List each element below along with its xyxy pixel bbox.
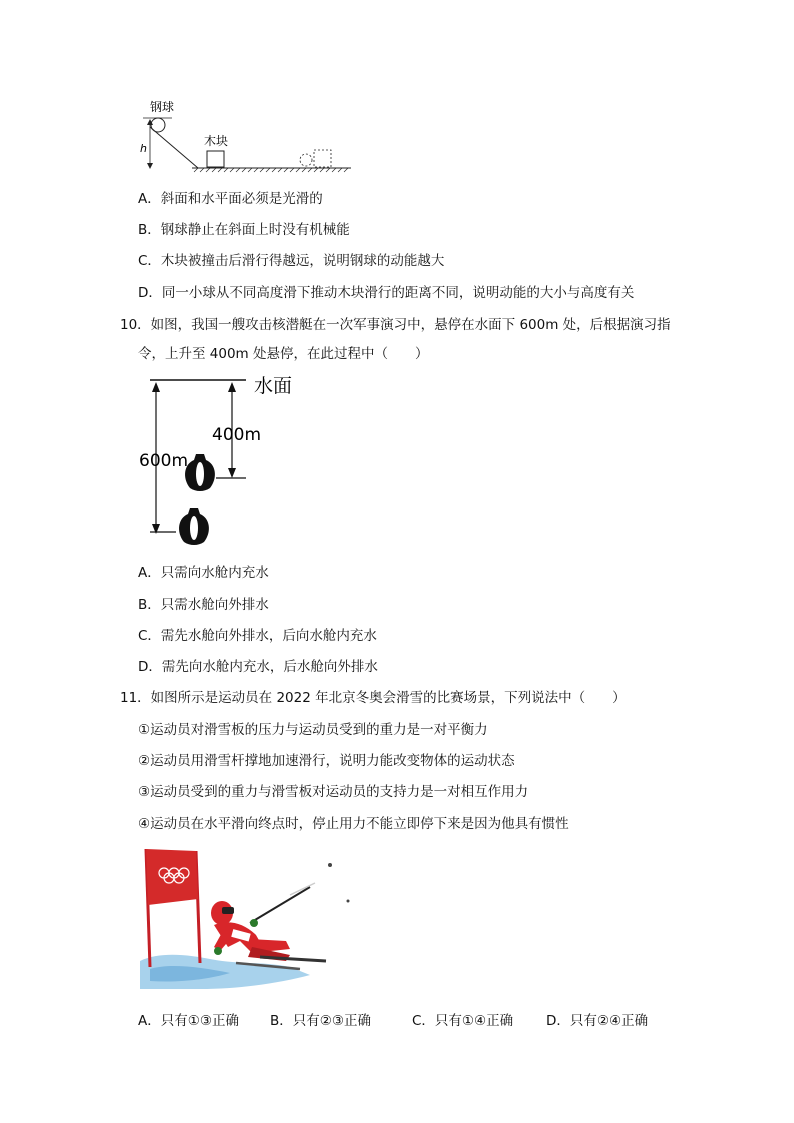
q10-option-a: A．只需向水舱内充水 (138, 565, 269, 581)
q9-option-c: C．木块被撞击后滑行得越远，说明钢球的动能越大 (138, 253, 445, 269)
q11-statement-2: ②运动员用滑雪杆撑地加速滑行，说明力能改变物体的运动状态 (138, 753, 515, 769)
q10-option-b: B．只需水舱向外排水 (138, 597, 269, 613)
q9-option-d: D．同一小球从不同高度滑下推动木块滑行的距离不同，说明动能的大小与高度有关 (138, 285, 635, 301)
block-end-position (314, 150, 331, 167)
q10-stem-line1: 10．如图，我国一艘攻击核潜艇在一次军事演习中，悬停在水面下 600m 处，后根据演习指 (120, 317, 671, 333)
height-label: h (140, 142, 147, 155)
q9-option-b: B．钢球静止在斜面上时没有机械能 (138, 222, 350, 238)
skiing-photo (140, 843, 365, 993)
q11-option-a: A．只有①③正确 (138, 1013, 239, 1029)
wood-block (207, 151, 224, 167)
q11-statement-4: ④运动员在水平滑向终点时，停止用力不能立即停下来是因为他具有惯性 (138, 816, 569, 832)
ball-label: 钢球 (150, 100, 175, 114)
water-surface-label: 水面 (254, 375, 293, 397)
depth-400-arrow-bottom (228, 468, 236, 478)
q9-option-a: A．斜面和水平面必须是光滑的 (138, 191, 323, 207)
q10-option-d: D．需先向水舱内充水，后水舱向外排水 (138, 659, 378, 675)
q10-figure (136, 368, 316, 548)
submarine-upper-icon (185, 454, 215, 491)
q11-statement-3: ③运动员受到的重力与滑雪板对运动员的支持力是一对相互作用力 (138, 784, 529, 800)
depth-600-arrow-top (152, 382, 160, 392)
q11-option-b: B．只有②③正确 (270, 1013, 371, 1029)
q11-option-d: D．只有②④正确 (546, 1013, 649, 1029)
ground-hatching (194, 168, 348, 172)
depth-400-arrow-top (228, 382, 236, 392)
submarine-lower-icon (179, 508, 209, 545)
q9-figure (136, 96, 358, 176)
ball-end-position (300, 154, 312, 166)
height-arrow-bottom (147, 163, 153, 169)
q11-statement-1: ①运动员对滑雪板的压力与运动员受到的重力是一对平衡力 (138, 722, 488, 738)
q11-stem: 11．如图所示是运动员在 2022 年北京冬奥会滑雪的比赛场景，下列说法中（ ） (120, 690, 626, 706)
q10-option-c: C．需先水舱向外排水，后向水舱内充水 (138, 628, 377, 644)
depth-600-label: 600m (139, 451, 189, 471)
incline (150, 127, 198, 168)
q10-stem-line2: 令，上升至 400m 处悬停，在此过程中（ ） (138, 346, 429, 362)
block-label: 木块 (204, 134, 229, 148)
depth-400-label: 400m (212, 425, 262, 445)
q11-option-c: C．只有①④正确 (412, 1013, 514, 1029)
